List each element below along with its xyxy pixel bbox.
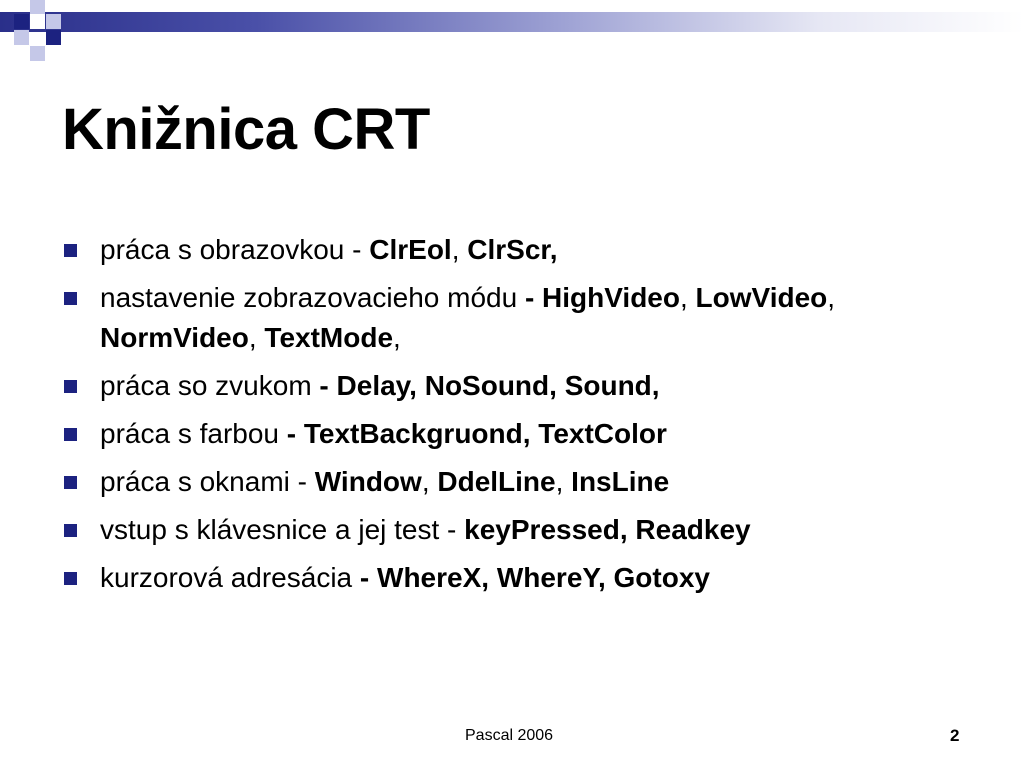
bullet-text: práca s oknami - bbox=[100, 466, 315, 497]
bullet-text: , bbox=[555, 466, 572, 497]
slide-title: Knižnica CRT bbox=[62, 97, 430, 162]
top-decorative-band bbox=[0, 12, 1024, 32]
bullet-keyword: - Delay, NoSound, Sound, bbox=[319, 370, 660, 401]
bullet-text: práca s farbou bbox=[100, 418, 287, 449]
bullet-keyword: keyPressed, Readkey bbox=[464, 514, 751, 545]
bullet-item bbox=[62, 558, 962, 598]
bullet-item bbox=[62, 366, 962, 406]
bullet-item bbox=[62, 230, 962, 270]
bullet-keyword: LowVideo bbox=[695, 282, 828, 313]
square-bullet-icon bbox=[64, 572, 77, 585]
bullet-keyword: TextMode bbox=[264, 322, 394, 353]
square-bullet-icon bbox=[64, 244, 77, 257]
bullet-text: , bbox=[248, 322, 265, 353]
bullet-item bbox=[62, 462, 962, 502]
bullet-keyword: Window bbox=[314, 466, 422, 497]
bullet-text: , bbox=[679, 282, 696, 313]
bullet-item bbox=[62, 414, 962, 454]
square-bullet-icon bbox=[64, 380, 77, 393]
corner-square-navy bbox=[46, 30, 61, 45]
bullet-keyword: - TextBackgruond, TextColor bbox=[286, 418, 667, 449]
corner-square-lavender bbox=[46, 14, 61, 29]
bullet-text: vstup s klávesnice a jej test - bbox=[100, 514, 465, 545]
bullet-item bbox=[62, 510, 962, 550]
square-bullet-icon bbox=[64, 524, 77, 537]
bullet-keyword: DdelLine bbox=[437, 466, 556, 497]
bullet-text: práca so zvukom bbox=[100, 370, 320, 401]
corner-square-lavender bbox=[30, 0, 45, 14]
bullet-text: práca s obrazovkou - bbox=[100, 234, 370, 265]
corner-square-white bbox=[30, 14, 45, 29]
bullet-keyword: ClrEol bbox=[369, 234, 452, 265]
bullet-text: , bbox=[827, 282, 836, 313]
bullet-text: kurzorová adresácia bbox=[100, 562, 360, 593]
bullet-keyword: ClrScr, bbox=[467, 234, 558, 265]
bullet-text: , bbox=[451, 234, 468, 265]
bullet-text: nastavenie zobrazovacieho módu bbox=[100, 282, 525, 313]
square-bullet-icon bbox=[64, 292, 77, 305]
square-bullet-icon bbox=[64, 476, 77, 489]
corner-square-navy bbox=[14, 14, 29, 29]
bullet-text: , bbox=[393, 322, 401, 353]
page-number: 2 bbox=[950, 726, 960, 745]
bullet-keyword: - WhereX, WhereY, Gotoxy bbox=[359, 562, 710, 593]
bullet-keyword: - HighVideo bbox=[524, 282, 680, 313]
corner-square-lavender bbox=[30, 46, 45, 61]
bullet-text: , bbox=[421, 466, 438, 497]
bullet-list bbox=[62, 230, 962, 606]
footer-text: Pascal 2006 bbox=[465, 727, 554, 744]
bullet-item bbox=[62, 278, 962, 358]
square-bullet-icon bbox=[64, 428, 77, 441]
bullet-keyword: InsLine bbox=[571, 466, 670, 497]
corner-square-lavender bbox=[14, 30, 29, 45]
bullet-keyword: NormVideo bbox=[100, 322, 249, 353]
